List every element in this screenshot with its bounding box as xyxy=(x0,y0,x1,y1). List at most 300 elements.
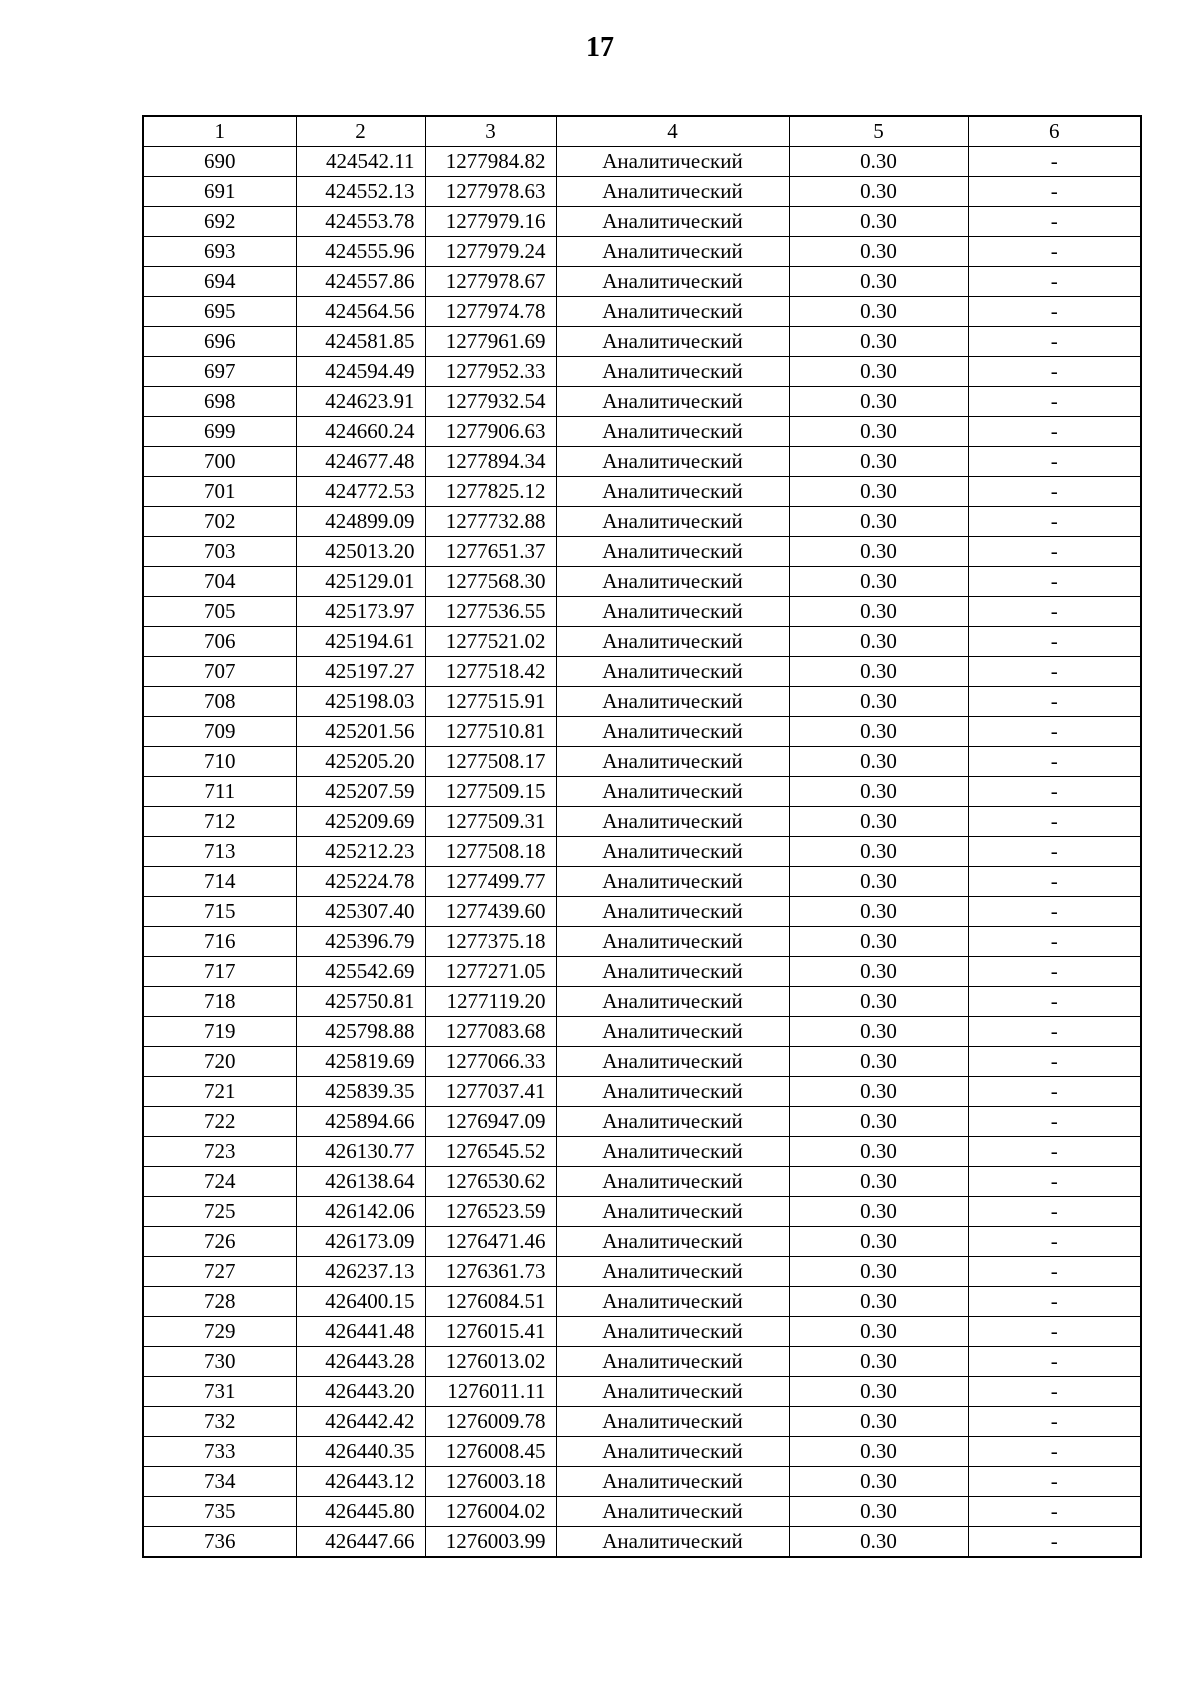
table-row xyxy=(143,927,1141,957)
y-coordinate-cell: 1276004.02 xyxy=(425,1497,556,1527)
note-cell: - xyxy=(968,897,1141,927)
table-row xyxy=(143,537,1141,567)
x-coordinate-cell: 425198.03 xyxy=(296,687,425,717)
note-cell: - xyxy=(968,1137,1141,1167)
method-cell: Аналитический xyxy=(556,1227,789,1257)
y-coordinate-cell: 1276471.46 xyxy=(425,1227,556,1257)
y-coordinate-cell: 1276009.78 xyxy=(425,1407,556,1437)
method-cell: Аналитический xyxy=(556,1317,789,1347)
y-coordinate-cell: 1276530.62 xyxy=(425,1167,556,1197)
x-coordinate-cell: 425013.20 xyxy=(296,537,425,567)
table-row xyxy=(143,297,1141,327)
y-coordinate-cell: 1277984.82 xyxy=(425,147,556,177)
x-coordinate-cell: 426447.66 xyxy=(296,1527,425,1558)
method-cell: Аналитический xyxy=(556,837,789,867)
x-coordinate-cell: 424772.53 xyxy=(296,477,425,507)
table-row xyxy=(143,507,1141,537)
method-cell: Аналитический xyxy=(556,507,789,537)
point-number-cell: 707 xyxy=(143,657,296,687)
table-row xyxy=(143,957,1141,987)
method-cell: Аналитический xyxy=(556,267,789,297)
note-cell: - xyxy=(968,927,1141,957)
x-coordinate-cell: 426142.06 xyxy=(296,1197,425,1227)
y-coordinate-cell: 1277509.31 xyxy=(425,807,556,837)
y-coordinate-cell: 1276003.99 xyxy=(425,1527,556,1558)
point-number-cell: 728 xyxy=(143,1287,296,1317)
y-coordinate-cell: 1277974.78 xyxy=(425,297,556,327)
accuracy-cell: 0.30 xyxy=(789,477,968,507)
accuracy-cell: 0.30 xyxy=(789,1467,968,1497)
method-cell: Аналитический xyxy=(556,597,789,627)
note-cell: - xyxy=(968,417,1141,447)
table-row xyxy=(143,1197,1141,1227)
accuracy-cell: 0.30 xyxy=(789,777,968,807)
x-coordinate-cell: 425894.66 xyxy=(296,1107,425,1137)
accuracy-cell: 0.30 xyxy=(789,837,968,867)
point-number-cell: 729 xyxy=(143,1317,296,1347)
x-coordinate-cell: 425307.40 xyxy=(296,897,425,927)
x-coordinate-cell: 424564.56 xyxy=(296,297,425,327)
table-row xyxy=(143,627,1141,657)
method-cell: Аналитический xyxy=(556,1467,789,1497)
point-number-cell: 734 xyxy=(143,1467,296,1497)
y-coordinate-cell: 1277932.54 xyxy=(425,387,556,417)
table-row xyxy=(143,687,1141,717)
accuracy-cell: 0.30 xyxy=(789,327,968,357)
header-col-x-coordinate: 2 xyxy=(296,116,425,147)
table-row xyxy=(143,207,1141,237)
table-row xyxy=(143,1497,1141,1527)
x-coordinate-cell: 425209.69 xyxy=(296,807,425,837)
point-number-cell: 710 xyxy=(143,747,296,777)
accuracy-cell: 0.30 xyxy=(789,297,968,327)
method-cell: Аналитический xyxy=(556,177,789,207)
accuracy-cell: 0.30 xyxy=(789,747,968,777)
table-row xyxy=(143,1107,1141,1137)
x-coordinate-cell: 424557.86 xyxy=(296,267,425,297)
accuracy-cell: 0.30 xyxy=(789,1347,968,1377)
x-coordinate-cell: 426173.09 xyxy=(296,1227,425,1257)
x-coordinate-cell: 425201.56 xyxy=(296,717,425,747)
table-row xyxy=(143,1467,1141,1497)
accuracy-cell: 0.30 xyxy=(789,387,968,417)
table-row xyxy=(143,1047,1141,1077)
table-row xyxy=(143,1347,1141,1377)
accuracy-cell: 0.30 xyxy=(789,1257,968,1287)
note-cell: - xyxy=(968,1017,1141,1047)
header-col-accuracy: 5 xyxy=(789,116,968,147)
accuracy-cell: 0.30 xyxy=(789,1317,968,1347)
method-cell: Аналитический xyxy=(556,1137,789,1167)
y-coordinate-cell: 1277894.34 xyxy=(425,447,556,477)
table-row xyxy=(143,1137,1141,1167)
y-coordinate-cell: 1277979.16 xyxy=(425,207,556,237)
x-coordinate-cell: 425396.79 xyxy=(296,927,425,957)
table-row xyxy=(143,1377,1141,1407)
y-coordinate-cell: 1277066.33 xyxy=(425,1047,556,1077)
method-cell: Аналитический xyxy=(556,687,789,717)
accuracy-cell: 0.30 xyxy=(789,897,968,927)
point-number-cell: 691 xyxy=(143,177,296,207)
x-coordinate-cell: 424899.09 xyxy=(296,507,425,537)
table-header-row xyxy=(143,116,1141,147)
method-cell: Аналитический xyxy=(556,477,789,507)
x-coordinate-cell: 425212.23 xyxy=(296,837,425,867)
method-cell: Аналитический xyxy=(556,1287,789,1317)
point-number-cell: 706 xyxy=(143,627,296,657)
table-row xyxy=(143,267,1141,297)
table-row xyxy=(143,1167,1141,1197)
y-coordinate-cell: 1277518.42 xyxy=(425,657,556,687)
method-cell: Аналитический xyxy=(556,777,789,807)
point-number-cell: 714 xyxy=(143,867,296,897)
table-row xyxy=(143,807,1141,837)
accuracy-cell: 0.30 xyxy=(789,1167,968,1197)
header-col-note: 6 xyxy=(968,116,1141,147)
note-cell: - xyxy=(968,1377,1141,1407)
table-row xyxy=(143,1227,1141,1257)
note-cell: - xyxy=(968,537,1141,567)
note-cell: - xyxy=(968,267,1141,297)
y-coordinate-cell: 1276015.41 xyxy=(425,1317,556,1347)
method-cell: Аналитический xyxy=(556,897,789,927)
x-coordinate-cell: 426440.35 xyxy=(296,1437,425,1467)
method-cell: Аналитический xyxy=(556,297,789,327)
accuracy-cell: 0.30 xyxy=(789,447,968,477)
x-coordinate-cell: 425819.69 xyxy=(296,1047,425,1077)
note-cell: - xyxy=(968,1197,1141,1227)
note-cell: - xyxy=(968,1227,1141,1257)
note-cell: - xyxy=(968,447,1141,477)
accuracy-cell: 0.30 xyxy=(789,957,968,987)
method-cell: Аналитический xyxy=(556,717,789,747)
y-coordinate-cell: 1277515.91 xyxy=(425,687,556,717)
table-row xyxy=(143,1017,1141,1047)
note-cell: - xyxy=(968,987,1141,1017)
point-number-cell: 711 xyxy=(143,777,296,807)
point-number-cell: 700 xyxy=(143,447,296,477)
x-coordinate-cell: 425798.88 xyxy=(296,1017,425,1047)
header-col-y-coordinate: 3 xyxy=(425,116,556,147)
x-coordinate-cell: 424542.11 xyxy=(296,147,425,177)
x-coordinate-cell: 426443.28 xyxy=(296,1347,425,1377)
table-row xyxy=(143,867,1141,897)
x-coordinate-cell: 426130.77 xyxy=(296,1137,425,1167)
point-number-cell: 690 xyxy=(143,147,296,177)
x-coordinate-cell: 424555.96 xyxy=(296,237,425,267)
x-coordinate-cell: 425197.27 xyxy=(296,657,425,687)
accuracy-cell: 0.30 xyxy=(789,207,968,237)
page-number: 17 xyxy=(586,32,614,63)
table-row xyxy=(143,1077,1141,1107)
point-number-cell: 698 xyxy=(143,387,296,417)
note-cell: - xyxy=(968,597,1141,627)
method-cell: Аналитический xyxy=(556,1107,789,1137)
table-row xyxy=(143,837,1141,867)
method-cell: Аналитический xyxy=(556,957,789,987)
y-coordinate-cell: 1277439.60 xyxy=(425,897,556,927)
x-coordinate-cell: 426441.48 xyxy=(296,1317,425,1347)
y-coordinate-cell: 1277375.18 xyxy=(425,927,556,957)
accuracy-cell: 0.30 xyxy=(789,147,968,177)
y-coordinate-cell: 1276947.09 xyxy=(425,1107,556,1137)
y-coordinate-cell: 1277651.37 xyxy=(425,537,556,567)
method-cell: Аналитический xyxy=(556,1347,789,1377)
method-cell: Аналитический xyxy=(556,147,789,177)
y-coordinate-cell: 1276545.52 xyxy=(425,1137,556,1167)
point-number-cell: 718 xyxy=(143,987,296,1017)
note-cell: - xyxy=(968,777,1141,807)
y-coordinate-cell: 1276011.11 xyxy=(425,1377,556,1407)
table-row xyxy=(143,567,1141,597)
method-cell: Аналитический xyxy=(556,327,789,357)
note-cell: - xyxy=(968,807,1141,837)
table-row xyxy=(143,147,1141,177)
point-number-cell: 730 xyxy=(143,1347,296,1377)
point-number-cell: 699 xyxy=(143,417,296,447)
y-coordinate-cell: 1276003.18 xyxy=(425,1467,556,1497)
coordinates-table xyxy=(142,115,1142,1558)
note-cell: - xyxy=(968,507,1141,537)
accuracy-cell: 0.30 xyxy=(789,1377,968,1407)
accuracy-cell: 0.30 xyxy=(789,807,968,837)
note-cell: - xyxy=(968,567,1141,597)
note-cell: - xyxy=(968,327,1141,357)
y-coordinate-cell: 1277508.17 xyxy=(425,747,556,777)
y-coordinate-cell: 1277119.20 xyxy=(425,987,556,1017)
x-coordinate-cell: 425129.01 xyxy=(296,567,425,597)
x-coordinate-cell: 425173.97 xyxy=(296,597,425,627)
x-coordinate-cell: 425839.35 xyxy=(296,1077,425,1107)
table-row xyxy=(143,357,1141,387)
table-row xyxy=(143,477,1141,507)
method-cell: Аналитический xyxy=(556,657,789,687)
table-row xyxy=(143,747,1141,777)
note-cell: - xyxy=(968,1167,1141,1197)
note-cell: - xyxy=(968,1107,1141,1137)
x-coordinate-cell: 425205.20 xyxy=(296,747,425,777)
x-coordinate-cell: 425194.61 xyxy=(296,627,425,657)
table-row xyxy=(143,1407,1141,1437)
note-cell: - xyxy=(968,237,1141,267)
method-cell: Аналитический xyxy=(556,1497,789,1527)
y-coordinate-cell: 1277732.88 xyxy=(425,507,556,537)
x-coordinate-cell: 426237.13 xyxy=(296,1257,425,1287)
y-coordinate-cell: 1276084.51 xyxy=(425,1287,556,1317)
accuracy-cell: 0.30 xyxy=(789,1437,968,1467)
table-row xyxy=(143,177,1141,207)
x-coordinate-cell: 424660.24 xyxy=(296,417,425,447)
y-coordinate-cell: 1277978.67 xyxy=(425,267,556,297)
point-number-cell: 719 xyxy=(143,1017,296,1047)
y-coordinate-cell: 1277952.33 xyxy=(425,357,556,387)
y-coordinate-cell: 1277499.77 xyxy=(425,867,556,897)
x-coordinate-cell: 425224.78 xyxy=(296,867,425,897)
point-number-cell: 715 xyxy=(143,897,296,927)
table-row xyxy=(143,1437,1141,1467)
x-coordinate-cell: 424677.48 xyxy=(296,447,425,477)
point-number-cell: 716 xyxy=(143,927,296,957)
point-number-cell: 713 xyxy=(143,837,296,867)
x-coordinate-cell: 425207.59 xyxy=(296,777,425,807)
note-cell: - xyxy=(968,1347,1141,1377)
table-row xyxy=(143,717,1141,747)
table-row xyxy=(143,897,1141,927)
accuracy-cell: 0.30 xyxy=(789,357,968,387)
method-cell: Аналитический xyxy=(556,627,789,657)
method-cell: Аналитический xyxy=(556,867,789,897)
table-row xyxy=(143,987,1141,1017)
note-cell: - xyxy=(968,957,1141,987)
point-number-cell: 696 xyxy=(143,327,296,357)
point-number-cell: 735 xyxy=(143,1497,296,1527)
accuracy-cell: 0.30 xyxy=(789,1137,968,1167)
x-coordinate-cell: 425750.81 xyxy=(296,987,425,1017)
accuracy-cell: 0.30 xyxy=(789,417,968,447)
method-cell: Аналитический xyxy=(556,807,789,837)
accuracy-cell: 0.30 xyxy=(789,687,968,717)
accuracy-cell: 0.30 xyxy=(789,657,968,687)
accuracy-cell: 0.30 xyxy=(789,1107,968,1137)
note-cell: - xyxy=(968,1077,1141,1107)
note-cell: - xyxy=(968,867,1141,897)
note-cell: - xyxy=(968,1497,1141,1527)
x-coordinate-cell: 425542.69 xyxy=(296,957,425,987)
point-number-cell: 702 xyxy=(143,507,296,537)
accuracy-cell: 0.30 xyxy=(789,627,968,657)
point-number-cell: 732 xyxy=(143,1407,296,1437)
point-number-cell: 736 xyxy=(143,1527,296,1558)
x-coordinate-cell: 424581.85 xyxy=(296,327,425,357)
y-coordinate-cell: 1276008.45 xyxy=(425,1437,556,1467)
x-coordinate-cell: 426443.20 xyxy=(296,1377,425,1407)
y-coordinate-cell: 1277037.41 xyxy=(425,1077,556,1107)
x-coordinate-cell: 426443.12 xyxy=(296,1467,425,1497)
accuracy-cell: 0.30 xyxy=(789,237,968,267)
accuracy-cell: 0.30 xyxy=(789,267,968,297)
table-row xyxy=(143,327,1141,357)
point-number-cell: 692 xyxy=(143,207,296,237)
y-coordinate-cell: 1277509.15 xyxy=(425,777,556,807)
point-number-cell: 725 xyxy=(143,1197,296,1227)
y-coordinate-cell: 1277510.81 xyxy=(425,717,556,747)
accuracy-cell: 0.30 xyxy=(789,867,968,897)
y-coordinate-cell: 1276523.59 xyxy=(425,1197,556,1227)
accuracy-cell: 0.30 xyxy=(789,597,968,627)
method-cell: Аналитический xyxy=(556,927,789,957)
accuracy-cell: 0.30 xyxy=(789,1197,968,1227)
note-cell: - xyxy=(968,357,1141,387)
point-number-cell: 708 xyxy=(143,687,296,717)
point-number-cell: 705 xyxy=(143,597,296,627)
accuracy-cell: 0.30 xyxy=(789,537,968,567)
method-cell: Аналитический xyxy=(556,537,789,567)
point-number-cell: 697 xyxy=(143,357,296,387)
point-number-cell: 720 xyxy=(143,1047,296,1077)
method-cell: Аналитический xyxy=(556,207,789,237)
table-row xyxy=(143,1317,1141,1347)
note-cell: - xyxy=(968,717,1141,747)
method-cell: Аналитический xyxy=(556,987,789,1017)
method-cell: Аналитический xyxy=(556,1437,789,1467)
accuracy-cell: 0.30 xyxy=(789,1497,968,1527)
method-cell: Аналитический xyxy=(556,447,789,477)
table-row xyxy=(143,657,1141,687)
note-cell: - xyxy=(968,147,1141,177)
note-cell: - xyxy=(968,687,1141,717)
note-cell: - xyxy=(968,657,1141,687)
note-cell: - xyxy=(968,387,1141,417)
point-number-cell: 727 xyxy=(143,1257,296,1287)
y-coordinate-cell: 1277508.18 xyxy=(425,837,556,867)
method-cell: Аналитический xyxy=(556,1407,789,1437)
y-coordinate-cell: 1276361.73 xyxy=(425,1257,556,1287)
header-col-method: 4 xyxy=(556,116,789,147)
x-coordinate-cell: 424553.78 xyxy=(296,207,425,237)
method-cell: Аналитический xyxy=(556,1377,789,1407)
note-cell: - xyxy=(968,1437,1141,1467)
x-coordinate-cell: 426400.15 xyxy=(296,1287,425,1317)
table-row xyxy=(143,1527,1141,1558)
point-number-cell: 723 xyxy=(143,1137,296,1167)
table-row xyxy=(143,447,1141,477)
note-cell: - xyxy=(968,1527,1141,1558)
point-number-cell: 722 xyxy=(143,1107,296,1137)
note-cell: - xyxy=(968,477,1141,507)
note-cell: - xyxy=(968,837,1141,867)
y-coordinate-cell: 1277825.12 xyxy=(425,477,556,507)
table-row xyxy=(143,777,1141,807)
point-number-cell: 694 xyxy=(143,267,296,297)
note-cell: - xyxy=(968,1287,1141,1317)
note-cell: - xyxy=(968,1317,1141,1347)
note-cell: - xyxy=(968,297,1141,327)
x-coordinate-cell: 426442.42 xyxy=(296,1407,425,1437)
table-row xyxy=(143,417,1141,447)
point-number-cell: 695 xyxy=(143,297,296,327)
y-coordinate-cell: 1277978.63 xyxy=(425,177,556,207)
note-cell: - xyxy=(968,1407,1141,1437)
point-number-cell: 709 xyxy=(143,717,296,747)
point-number-cell: 703 xyxy=(143,537,296,567)
accuracy-cell: 0.30 xyxy=(789,1047,968,1077)
y-coordinate-cell: 1277979.24 xyxy=(425,237,556,267)
method-cell: Аналитический xyxy=(556,1077,789,1107)
accuracy-cell: 0.30 xyxy=(789,987,968,1017)
y-coordinate-cell: 1277536.55 xyxy=(425,597,556,627)
point-number-cell: 712 xyxy=(143,807,296,837)
accuracy-cell: 0.30 xyxy=(789,1017,968,1047)
method-cell: Аналитический xyxy=(556,1197,789,1227)
table-row xyxy=(143,1287,1141,1317)
y-coordinate-cell: 1276013.02 xyxy=(425,1347,556,1377)
method-cell: Аналитический xyxy=(556,1167,789,1197)
point-number-cell: 726 xyxy=(143,1227,296,1257)
point-number-cell: 731 xyxy=(143,1377,296,1407)
table-row xyxy=(143,387,1141,417)
note-cell: - xyxy=(968,1467,1141,1497)
note-cell: - xyxy=(968,627,1141,657)
table-row xyxy=(143,237,1141,267)
x-coordinate-cell: 424552.13 xyxy=(296,177,425,207)
table-body xyxy=(143,116,1141,1557)
y-coordinate-cell: 1277521.02 xyxy=(425,627,556,657)
x-coordinate-cell: 426445.80 xyxy=(296,1497,425,1527)
header-col-point-number: 1 xyxy=(143,116,296,147)
method-cell: Аналитический xyxy=(556,1257,789,1287)
x-coordinate-cell: 424623.91 xyxy=(296,387,425,417)
method-cell: Аналитический xyxy=(556,417,789,447)
